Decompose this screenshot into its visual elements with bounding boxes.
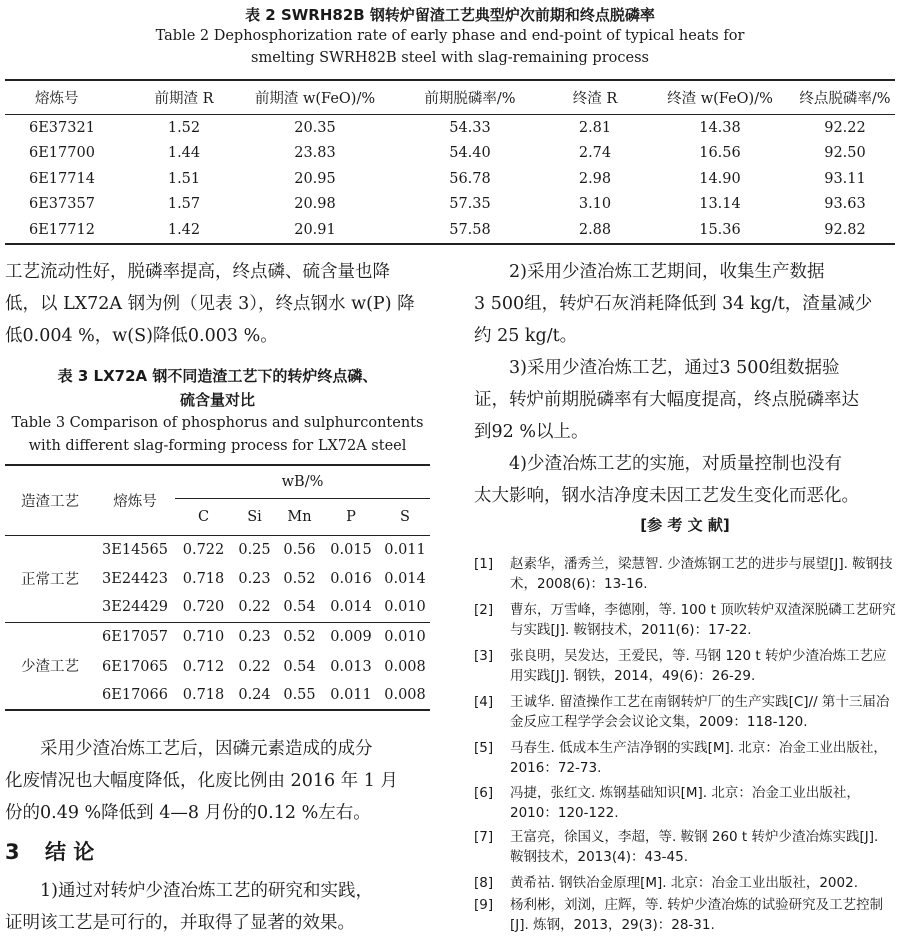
text-line: 份的0.49 %降低到 4—8 月份的0.12 %左右。 [5,803,371,823]
reference-text: 王诚华. 留渣操作工艺在南钢转炉厂的生产实践[C]// 第十三届冶金反应工程学学会会议论文集，2009：118-120. [510,694,890,730]
reference-text: 曹东，万雪峰，李德刚，等. 100 t 顶吹转炉双渣深脱磷工艺研究与实践[J]. 鞍钢技术，2011(6)：17-22. [510,602,896,638]
table2-header: 终渣 R [572,91,618,107]
reference-text: 冯捷，张红文. 炼钢基础知识[M]. 北京：冶金工业出版社，2010：120-122. [510,785,860,821]
table-cell: 6E37357 [29,196,95,213]
table-cell: 0.54 [277,593,322,622]
reference-text: 黄希祜. 钢铁冶金原理[M]. 北京：冶金工业出版社，2002. [510,875,858,891]
table-cell: 0.010 [384,629,426,646]
table-row [5,166,895,192]
table-cell: 0.718 [182,570,225,587]
reference-text: 杨利彬，刘浏，庄辉，等. 转炉少渣冶炼的试验研究及工艺控制[J]. 炼钢，2013，29(3)：28-31. [510,897,884,933]
table-cell: 3.10 [578,196,612,213]
table-cell: 0.009 [330,629,372,646]
table-cell: 6E17066 [95,681,175,710]
table-cell: 92.50 [824,145,866,162]
table-cell: 56.78 [449,170,491,187]
table3-header-row [5,465,430,498]
table-cell: 92.22 [824,119,866,136]
table-cell: 93.63 [824,196,866,213]
table-cell: 0.010 [380,593,430,622]
table-cell: 3E24429 [95,593,175,622]
section-number: 3 [5,840,20,864]
table-cell: 93.11 [824,170,866,187]
text-line: 3 500组，转炉石灰消耗降低到 34 kg/t，渣量减少 [474,294,873,314]
table-row [5,535,430,564]
text-line: 1)通过对转炉少渣冶炼工艺的研究和实践， [40,881,373,901]
table-cell: 20.35 [294,119,336,136]
table-cell: 0.24 [232,681,277,710]
table-cell: 16.56 [699,145,741,162]
table-row [5,141,895,167]
text-line: 采用少渣冶炼工艺后，因磷元素造成的成分 [40,739,373,759]
table-cell: 23.83 [294,145,336,162]
table-cell: 20.98 [294,196,336,213]
table-cell: 6E17065 [102,658,168,675]
table-cell: 6E17700 [29,145,95,162]
table-cell: 0.55 [277,681,322,710]
reference-number: [1] [474,556,494,572]
reference-text: 赵素华，潘秀兰，梁慧智. 少渣炼钢工艺的进步与展望[J]. 鞍钢技术，2008(6)：13-16. [510,556,893,592]
table2-header: 终点脱磷率/% [799,91,891,107]
table-cell: 0.52 [283,629,316,646]
reference-text: 张良明，吴发达，王爱民，等. 马钢 120 t 转炉少渣冶炼工艺应用实践[J]. 钢铁，2014，49(6)：26-29. [510,648,887,684]
table2-title-cn: 表 2 SWRH82B 钢转炉留渣工艺典型炉次前期和终点脱磷率 [245,6,655,24]
table3-title-cn-1: 表 3 LX72A 钢不同造渣工艺下的转炉终点磷、 [57,367,378,385]
table-cell: 0.015 [330,541,372,558]
table-cell: 0.722 [182,541,225,558]
text-line: 4)少渣冶炼工艺的实施，对质量控制也没有 [509,454,842,474]
table-row [5,115,895,141]
right-paragraph-3 [474,352,896,448]
table-row [5,217,895,244]
text-line: 低，以 LX72A 钢为例（见表 3），终点钢水 w(P) 降 [5,294,415,314]
table-cell: 14.38 [699,119,741,136]
right-paragraph-2 [474,256,896,352]
table-cell: 92.82 [824,221,866,238]
table3-header-wb: wB/% [175,465,430,498]
table-cell: 0.25 [238,541,271,558]
table2-header: 终渣 w(FeO)/% [667,91,773,107]
table2-header: 前期渣 w(FeO)/% [254,91,376,107]
reference-item [474,827,896,867]
reference-item [474,646,896,686]
table-cell: 0.22 [232,593,277,622]
table-cell: 1.52 [167,119,201,136]
text-line: 低0.004 %，w(S)降低0.003 %。 [5,326,278,346]
table-cell: 54.40 [449,145,491,162]
text-line: 到92 %以上。 [474,422,589,442]
table-cell: 3E14565 [102,541,168,558]
table3-title-en-2: with different slag-forming process for LX72A steel [28,438,407,454]
table-cell: 2.98 [578,170,612,187]
table-cell: 57.35 [449,196,491,213]
table-cell: 14.90 [699,170,741,187]
table-cell: 0.23 [238,629,271,646]
table-cell: 1.44 [167,145,201,162]
table-row [5,622,430,652]
table-cell: 0.011 [322,681,380,710]
reference-number: [4] [474,694,494,710]
text-line: 3)采用少渣冶炼工艺，通过3 500组数据验 [509,358,840,378]
group-label: 正常工艺 [5,535,95,622]
reference-item [474,895,896,935]
table-cell: 54.33 [449,119,491,136]
text-line: 化废情况也大幅度降低，化废比例由 2016 年 1 月 [5,771,398,791]
table-cell: 57.58 [449,221,491,238]
table-cell: 0.23 [238,570,271,587]
right-paragraph-4 [474,448,896,512]
table-cell: 0.22 [238,658,271,675]
reference-number: [7] [474,829,494,845]
table3-header: P [346,508,356,525]
table-cell: 0.008 [384,658,426,675]
table3-header: Mn [287,508,312,525]
reference-item [474,738,896,778]
table2-title-en-1: Table 2 Dephosphorization rate of early phase and end-point of typical heats for [155,28,745,44]
table3-header: 造渣工艺 [5,465,95,535]
table-cell: 1.51 [167,170,201,187]
table-cell: 0.013 [330,658,372,675]
reference-number: [2] [474,602,494,618]
table-cell: 2.88 [578,221,612,238]
table-cell: 0.011 [384,541,426,558]
reference-item [474,873,896,893]
table3-header: C [197,508,210,525]
reference-number: [3] [474,648,494,664]
text-line: 约 25 kg/t。 [474,326,578,346]
reference-number: [6] [474,785,494,801]
table3-header: S [400,508,410,525]
table3-title-cn-2: 硫含量对比 [179,391,255,409]
table2-header: 熔炼号 [35,91,79,107]
reference-number: [5] [474,740,494,756]
table-cell: 2.74 [578,145,612,162]
table-cell: 1.57 [167,196,201,213]
table3-header: Si [247,508,262,525]
table2 [5,79,895,245]
table-cell: 6E17714 [29,170,95,187]
table-cell: 20.95 [294,170,336,187]
table-cell: 1.42 [167,221,201,238]
reference-number: [9] [474,897,494,913]
text-line: 2)采用少渣冶炼工艺期间，收集生产数据 [509,262,825,282]
left-paragraph-3 [5,875,435,939]
table-cell: 0.710 [182,629,225,646]
table-cell: 0.712 [182,658,225,675]
reference-number: [8] [474,875,494,891]
table-cell: 6E17057 [102,629,168,646]
table-cell: 6E17712 [29,221,95,238]
reference-text: 马春生. 低成本生产洁净钢的实践[M]. 北京：冶金工业出版社，2016：72-73. [510,740,887,776]
table3-title-en-1: Table 3 Comparison of phosphorus and sulphurcontents [11,415,424,431]
reference-item [474,692,896,732]
table-cell: 15.36 [699,221,741,238]
table-row [5,192,895,218]
table-cell: 0.016 [330,570,372,587]
table-cell: 3E24423 [102,570,168,587]
reference-text: 王富亮，徐国义，李超，等. 鞍钢 260 t 转炉少渣冶炼实践[J]. 鞍钢技术，2013(4)：43-45. [510,829,879,865]
text-line: 太大影响，钢水洁净度未因工艺发生变化而恶化。 [474,486,859,506]
table2-header: 前期脱磷率/% [424,91,516,107]
table-cell: 0.008 [380,681,430,710]
section-title: 结 论 [44,840,95,864]
group-label: 少渣工艺 [5,622,95,710]
table3 [5,464,430,711]
table2-title-en-2: smelting SWRH82B steel with slag-remaining process [251,50,649,66]
table-cell: 13.14 [699,196,741,213]
reference-item [474,600,896,640]
table-cell: 0.52 [283,570,316,587]
table-cell: 0.54 [283,658,316,675]
table-cell: 20.91 [294,221,336,238]
section-heading [5,836,94,866]
text-line: 证，转炉前期脱磷率有大幅度提高，终点脱磷率达 [474,390,859,410]
table-cell: 0.014 [322,593,380,622]
table2-header: 前期渣 R [154,91,214,107]
table-cell: 0.720 [175,593,232,622]
table-cell: 0.014 [384,570,426,587]
table3-header: 熔炼号 [95,465,175,535]
table2-header-row [5,80,895,115]
reference-item [474,554,896,594]
table-cell: 0.56 [283,541,316,558]
references-heading: [参 考 文 献] [640,516,730,534]
left-paragraph-2 [5,733,435,829]
table-cell: 0.718 [175,681,232,710]
left-paragraph-1 [5,256,435,352]
text-line: 证明该工艺是可行的，并取得了显著的效果。 [5,913,355,933]
table-cell: 2.81 [578,119,612,136]
text-line: 工艺流动性好，脱磷率提高，终点磷、硫含量也降 [5,262,390,282]
reference-item [474,783,896,823]
table-cell: 6E37321 [29,119,95,136]
